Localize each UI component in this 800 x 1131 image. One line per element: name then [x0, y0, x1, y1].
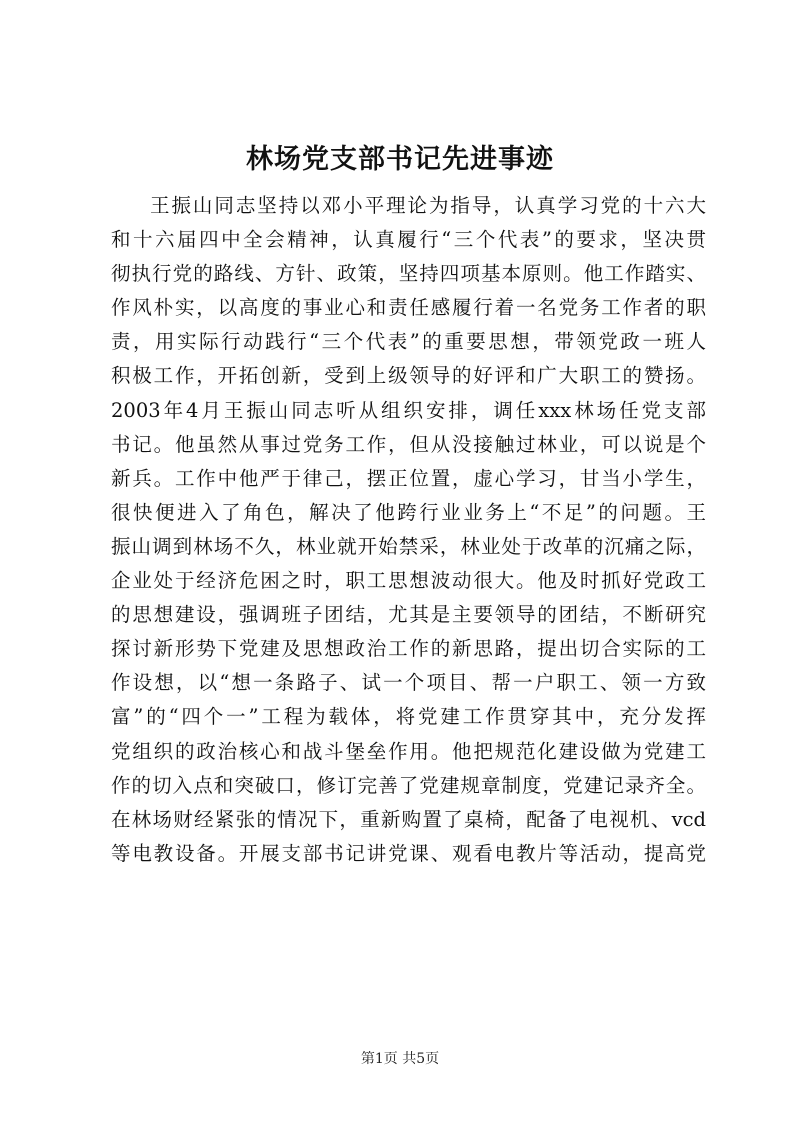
- body-line: 书记。他虽然从事过党务工作，但从没接触过林业，可以说是个: [111, 432, 706, 456]
- body-line: 的思想建设，强调班子团结，尤其是主要领导的团结，不断研究: [111, 603, 706, 627]
- body-line: 积极工作，开拓创新，受到上级领导的好评和广大职工的赞扬。: [111, 364, 706, 388]
- body-line: 彻执行党的路线、方针、政策，坚持四项基本原则。他工作踏实、: [111, 262, 706, 286]
- body-line: 振山调到林场不久，林业就开始禁采，林业处于改革的沉痛之际，: [111, 534, 706, 558]
- body-line: 探讨新形势下党建及思想政治工作的新思路，提出切合实际的工: [111, 637, 706, 661]
- body-line: 企业处于经济危困之时，职工思想波动很大。他及时抓好党政工: [111, 569, 706, 593]
- body-line: 很快便进入了角色，解决了他跨行业业务上“不足”的问题。王: [111, 500, 706, 524]
- document-title: 林场党支部书记先进事迹: [246, 144, 554, 175]
- body-line: 等电教设备。开展支部书记讲党课、观看电教片等活动，提高党: [111, 841, 706, 865]
- body-line: 富”的“四个一”工程为载体，将党建工作贯穿其中，充分发挥: [111, 705, 706, 729]
- body-line: 新兵。工作中他严于律己，摆正位置，虚心学习，甘当小学生，: [111, 466, 706, 490]
- body-line: 2003年4月王振山同志听从组织安排，调任xxx林场任党支部: [111, 398, 706, 422]
- body-line: 党组织的政治核心和战斗堡垒作用。他把规范化建设做为党建工: [111, 739, 706, 763]
- document-body: [111, 189, 706, 871]
- body-line: 责，用实际行动践行“三个代表”的重要思想，带领党政一班人: [111, 330, 706, 354]
- body-line: 王振山同志坚持以邓小平理论为指导，认真学习党的十六大: [150, 194, 706, 217]
- body-line: 在林场财经紧张的情况下，重新购置了桌椅，配备了电视机、vcd: [111, 807, 706, 831]
- body-line: 和十六届四中全会精神，认真履行“三个代表”的要求，坚决贯: [111, 228, 706, 252]
- body-line: 作设想，以“想一条路子、试一个项目、帮一户职工、领一方致: [111, 671, 706, 695]
- page-number-footer: 第1页 共5页: [360, 1051, 440, 1067]
- body-line: 作风朴实，以高度的事业心和责任感履行着一名党务工作者的职: [111, 296, 706, 320]
- body-line: 作的切入点和突破口，修订完善了党建规章制度，党建记录齐全。: [111, 773, 706, 797]
